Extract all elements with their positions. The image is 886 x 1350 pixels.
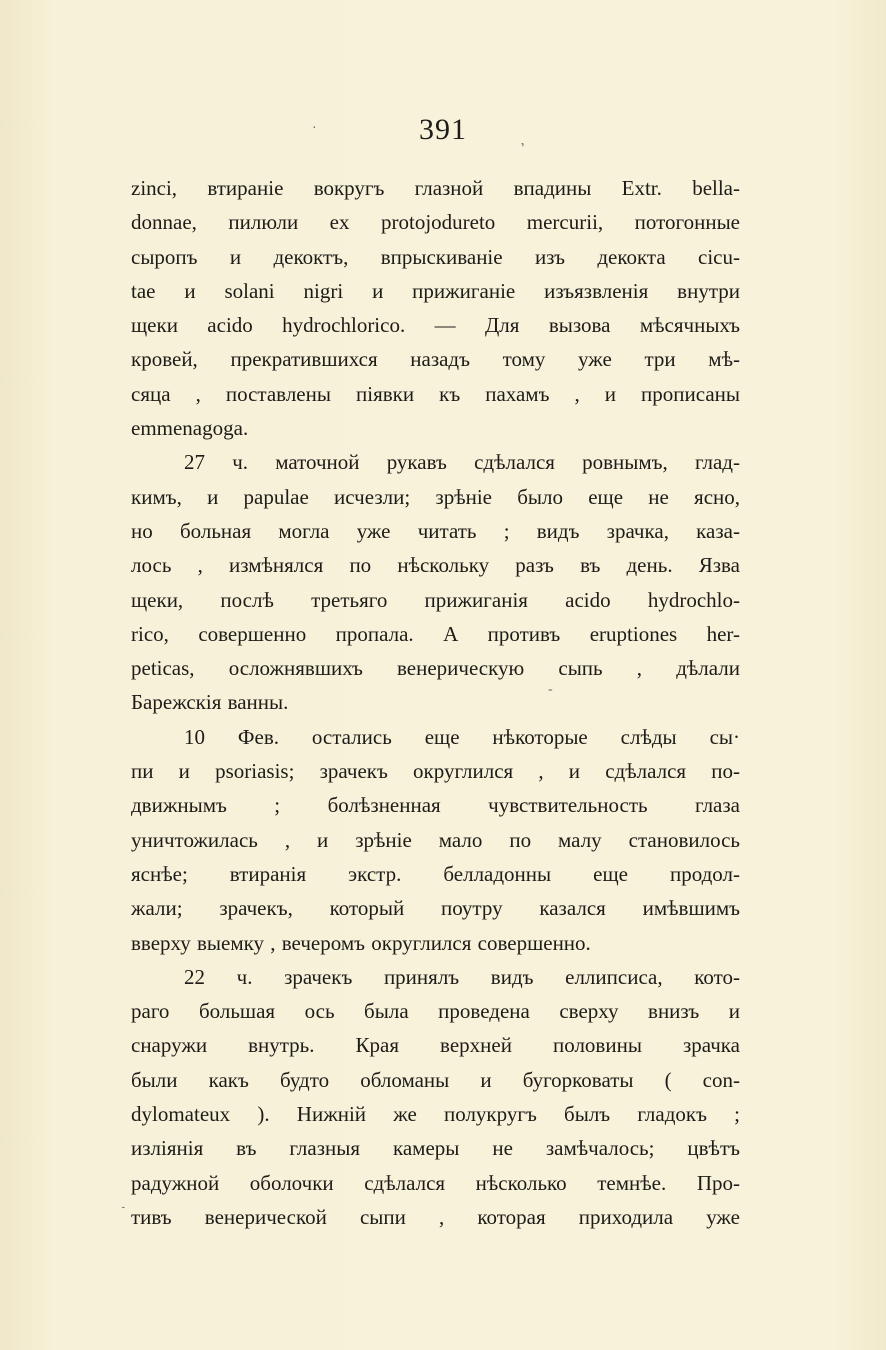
text-line: тивъ венерической сыпи , которая приходила уже	[131, 1204, 740, 1229]
text-line: peticas, осложнявшихъ венерическую сыпь , дѣлали	[131, 656, 740, 681]
paragraph-start-line: 27 ч. маточной рукавъ сдѣлался ровнымъ, глад-	[184, 450, 740, 475]
text-line: но больная могла уже читать ; видъ зрачка, каза-	[131, 518, 740, 543]
page-number: 391	[419, 113, 467, 146]
stray-dot-mark: ·	[312, 121, 317, 136]
text-line: изліянія въ глазныя камеры не замѣчалось; цвѣтъ	[131, 1136, 740, 1161]
text-line: emmenagoga.	[131, 416, 249, 441]
text-line: лось , измѣнялся по нѣскольку разъ въ день. Язва	[131, 553, 740, 578]
text-line: Барежскія ванны.	[131, 690, 289, 715]
paragraph-start-line: 22 ч. зрачекъ принялъ видъ еллипсиса, кото-	[184, 964, 740, 989]
text-line: жали; зрачекъ, который поутру казался имѣвшимъ	[131, 896, 740, 921]
text-line: радужной оболочки сдѣлался нѣсколько темнѣе. Про-	[131, 1170, 740, 1195]
text-line: dylomateux ). Нижній же полукругъ былъ гладокъ ;	[131, 1102, 740, 1127]
text-line: пи и psoriasis; зрачекъ округлился , и сдѣлался по-	[131, 759, 740, 784]
body-text	[131, 171, 740, 1234]
paragraph-start-line: 10 Фев. остались еще нѣкоторые слѣды сы·	[184, 724, 740, 749]
text-line: щеки, послѣ третьяго прижиганія acido hydrochlo-	[131, 587, 740, 612]
text-line: сыропъ и декоктъ, впрыскиваніе изъ декокта cicu-	[131, 244, 740, 269]
text-line: кимъ, и papulae исчезли; зрѣніе было еще не ясно,	[131, 484, 740, 509]
text-line: rico, совершенно пропала. А противъ eruptiones her-	[131, 621, 740, 646]
margin-mark: ˏ	[115, 1194, 127, 1211]
text-line: сяца , поставлены піявки къ пахамъ , и прописаны	[131, 381, 740, 406]
text-line: уничтожилась , и зрѣніе мало по малу становилось	[131, 827, 740, 852]
text-line: раго большая ось была проведена сверху внизъ и	[131, 999, 740, 1024]
text-line: были какъ будто обломаны и бугорковаты ( con-	[131, 1067, 740, 1092]
text-line: donnae, пилюли ex protojodureto mercurii, потогонные	[131, 210, 740, 235]
text-line: снаружи внутрь. Края верхней половины зрачка	[131, 1033, 740, 1058]
text-line: движнымъ ; болѣзненная чувствительность глаза	[131, 793, 740, 818]
text-line: щеки acido hydrochlorico. — Для вызова мѣсячныхъ	[131, 313, 740, 338]
text-line: кровей, прекратившихся назадъ тому уже три мѣ-	[131, 347, 740, 372]
text-line: вверху выемку , вечеромъ округлился совершенно.	[131, 930, 591, 955]
stray-dash-mark: -	[548, 682, 553, 697]
stray-tick-mark: ʼ	[519, 140, 529, 157]
text-line: tae и solani nigri и прижиганіе изъязвленія внутри	[131, 278, 740, 303]
text-line: zinci, втираніе вокругъ глазной впадины Extr. bella-	[131, 176, 740, 200]
text-line: яснѣе; втиранія экстр. белладонны еще продол-	[131, 861, 740, 886]
